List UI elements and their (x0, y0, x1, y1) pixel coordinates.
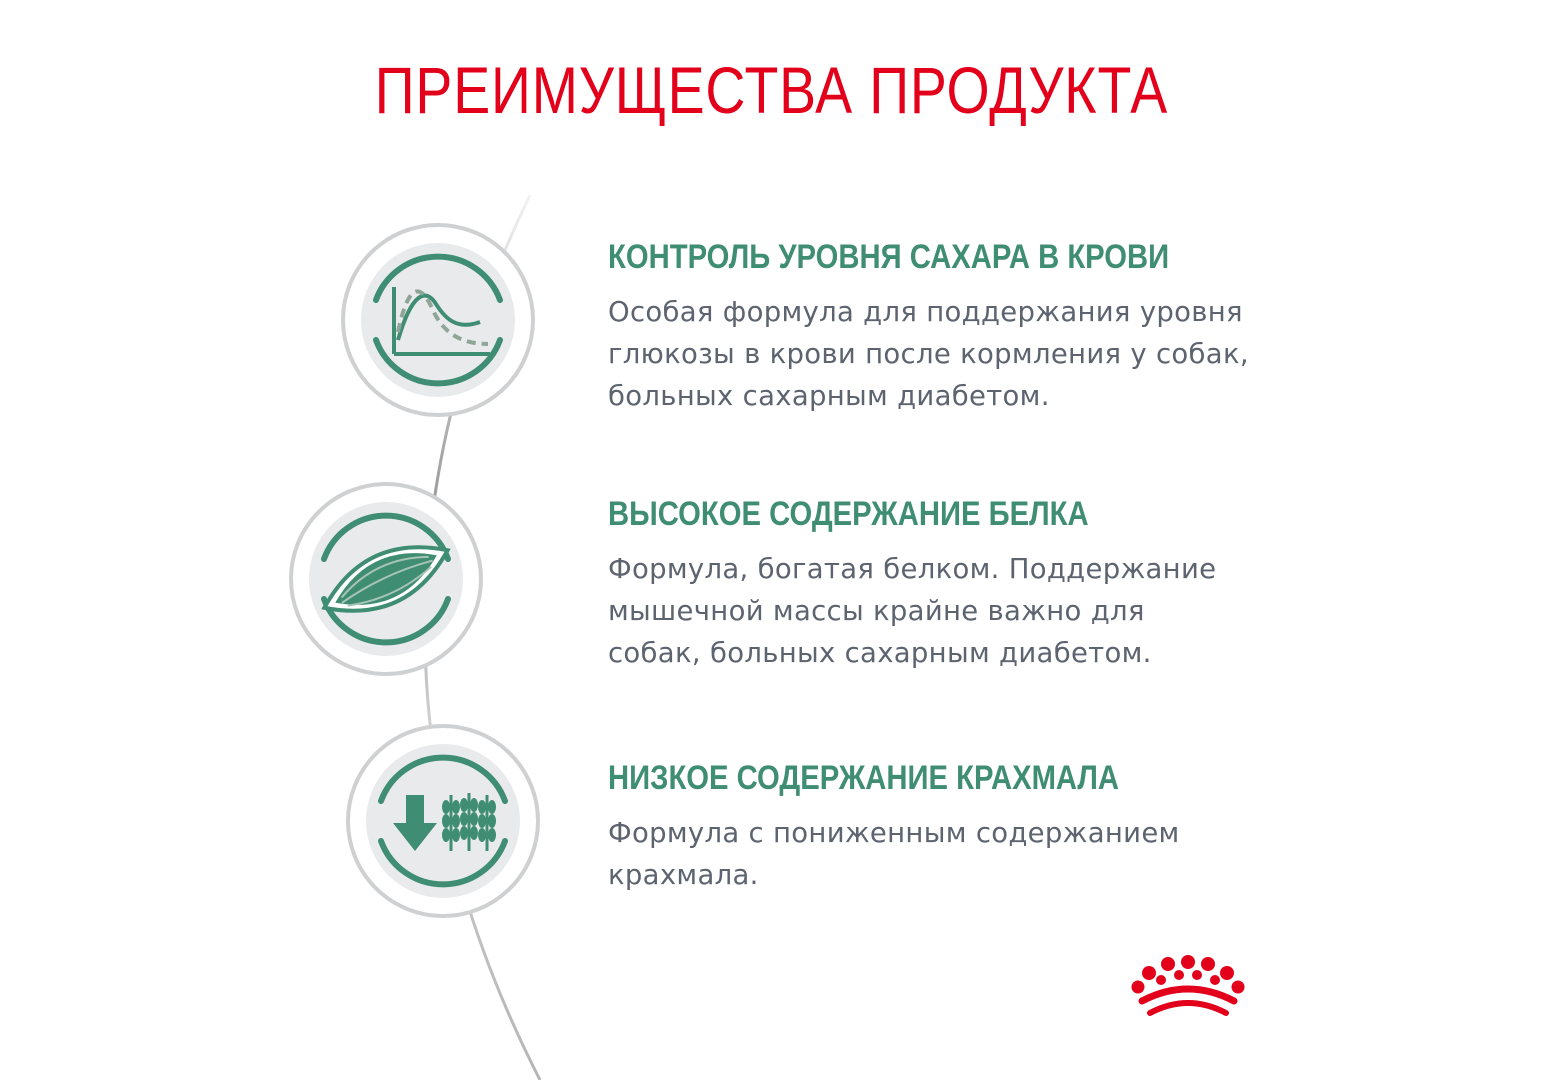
feature-description-line: Особая формула для поддержания уровня (608, 296, 1243, 328)
feature-low-starch (608, 758, 1328, 896)
feature-title: НИЗКОЕ СОДЕРЖАНИЕ КРАХМАЛА (608, 759, 1120, 797)
feature-title: ВЫСОКОЕ СОДЕРЖАНИЕ БЕЛКА (608, 495, 1089, 533)
feature-description-line: Формула с пониженным содержанием (608, 817, 1180, 849)
feature-description-line: собак, больных сахарным диабетом. (608, 637, 1152, 669)
page-title: ПРЕИМУЩЕСТВА ПРОДУКТА (374, 53, 1169, 127)
feature-badge (345, 723, 541, 919)
feature-description (608, 291, 1328, 417)
feature-badge (340, 222, 536, 418)
feature-blood-sugar (608, 237, 1328, 417)
muscle-icon (288, 481, 484, 677)
feature-description-line: мышечной массы крайне важно для (608, 595, 1145, 627)
feature-description-line: глюкозы в крови после кормления у собак, (608, 338, 1249, 370)
feature-high-protein (608, 494, 1328, 674)
feature-title: КОНТРОЛЬ УРОВНЯ САХАРА В КРОВИ (608, 238, 1170, 276)
royal-crown-logo (1128, 955, 1248, 1021)
feature-badge (288, 481, 484, 677)
feature-description (608, 548, 1328, 674)
feature-description (608, 812, 1328, 896)
feature-description-line: Формула, богатая белком. Поддержание (608, 553, 1217, 585)
feature-description-line: крахмала. (608, 859, 759, 891)
low-starch-wheat-icon (345, 723, 541, 919)
feature-description-line: больных сахарным диабетом. (608, 380, 1050, 412)
glucose-curve-chart-icon (340, 222, 536, 418)
